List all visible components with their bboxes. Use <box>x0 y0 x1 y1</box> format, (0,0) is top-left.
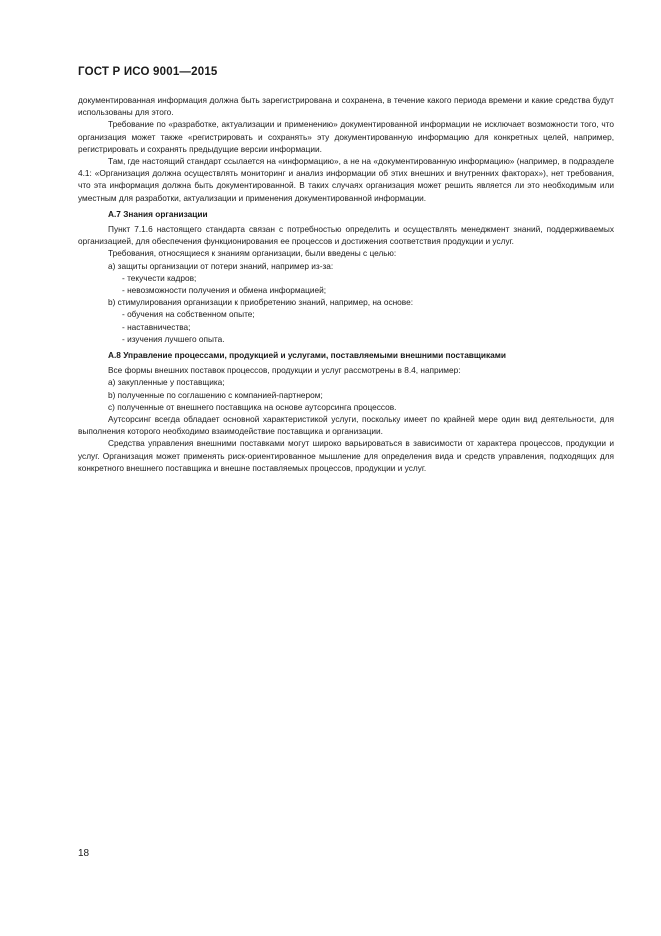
document-header: ГОСТ Р ИСО 9001—2015 <box>78 66 218 78</box>
list-subitem: - текучести кадров; <box>122 272 197 283</box>
paragraph: Требование по «разработке, актуализации и применению» документированной информации не исключает возможности того, что организация может также «регистрировать и сохранять» эту документированную информацию для конкретных целей, например, регистрировать и сохранять предыдущие версии информации. <box>78 119 614 154</box>
paragraph: Аутсорсинг всегда обладает основной характеристикой услуги, поскольку имеет по крайней мере один вид деятельности, для выполнения которого необходимо взаимодействие поставщика и организации. <box>78 414 614 437</box>
paragraph: Средства управления внешними поставками могут широко варьироваться в зависимости от характера процессов, продукции и услуг. Организация может применять риск-ориентированное мышление для определения вида и средств управления, подходящих для конкретного внешнего поставщика и внешне поставляемых процессов, продукции и услуг. <box>78 438 614 473</box>
document-body <box>78 94 614 474</box>
list-item: а) защиты организации от потери знаний, например из-за: <box>108 260 334 271</box>
section-heading-a7: А.7 Знания организации <box>108 208 208 219</box>
list-subitem: - невозможности получения и обмена информацией; <box>122 285 327 296</box>
list-item: а) закупленные у поставщика; <box>108 377 225 388</box>
list-item: b) полученные по соглашению с компанией-партнером; <box>108 389 323 400</box>
paragraph: документированная информация должна быть зарегистрирована и сохранена, в течение какого периода времени и какие средства будут использованы для этого. <box>78 95 614 118</box>
page-number: 18 <box>78 848 90 859</box>
paragraph: Требования, относящиеся к знаниям организации, были введены с целью: <box>108 248 397 259</box>
list-subitem: - обучения на собственном опыте; <box>122 309 255 320</box>
paragraph: Там, где настоящий стандарт ссылается на «информацию», а не на «документированную информацию» (например, в подразделе 4.1: «Организация должна осуществлять мониторинг и анализ информации об этих внешних и внутренних факторах»), нет требования, что эта информация должна быть документированной. В таких случаях организация может решить является ли это необходимым или уместным для разработки, актуализации и применения документированной информации. <box>78 156 614 203</box>
list-item: с) полученные от внешнего поставщика на основе аутсорсинга процессов. <box>108 401 397 412</box>
list-subitem: - изучения лучшего опыта. <box>122 333 225 344</box>
paragraph: Все формы внешних поставок процессов, продукции и услуг рассмотрены в 8.4, например: <box>108 365 461 376</box>
section-heading-a8: А.8 Управление процессами, продукцией и услугами, поставляемыми внешними поставщиками <box>108 350 507 361</box>
paragraph: Пункт 7.1.6 настоящего стандарта связан с потребностью определить и осуществлять менеджмент знаний, поддерживаемых организацией, для обеспечения функционирования ее процессов и достижения соответствия продукции и услуг. <box>78 224 614 247</box>
list-item: b) стимулирования организации к приобретению знаний, например, на основе: <box>108 297 414 308</box>
list-subitem: - наставничества; <box>122 321 191 332</box>
